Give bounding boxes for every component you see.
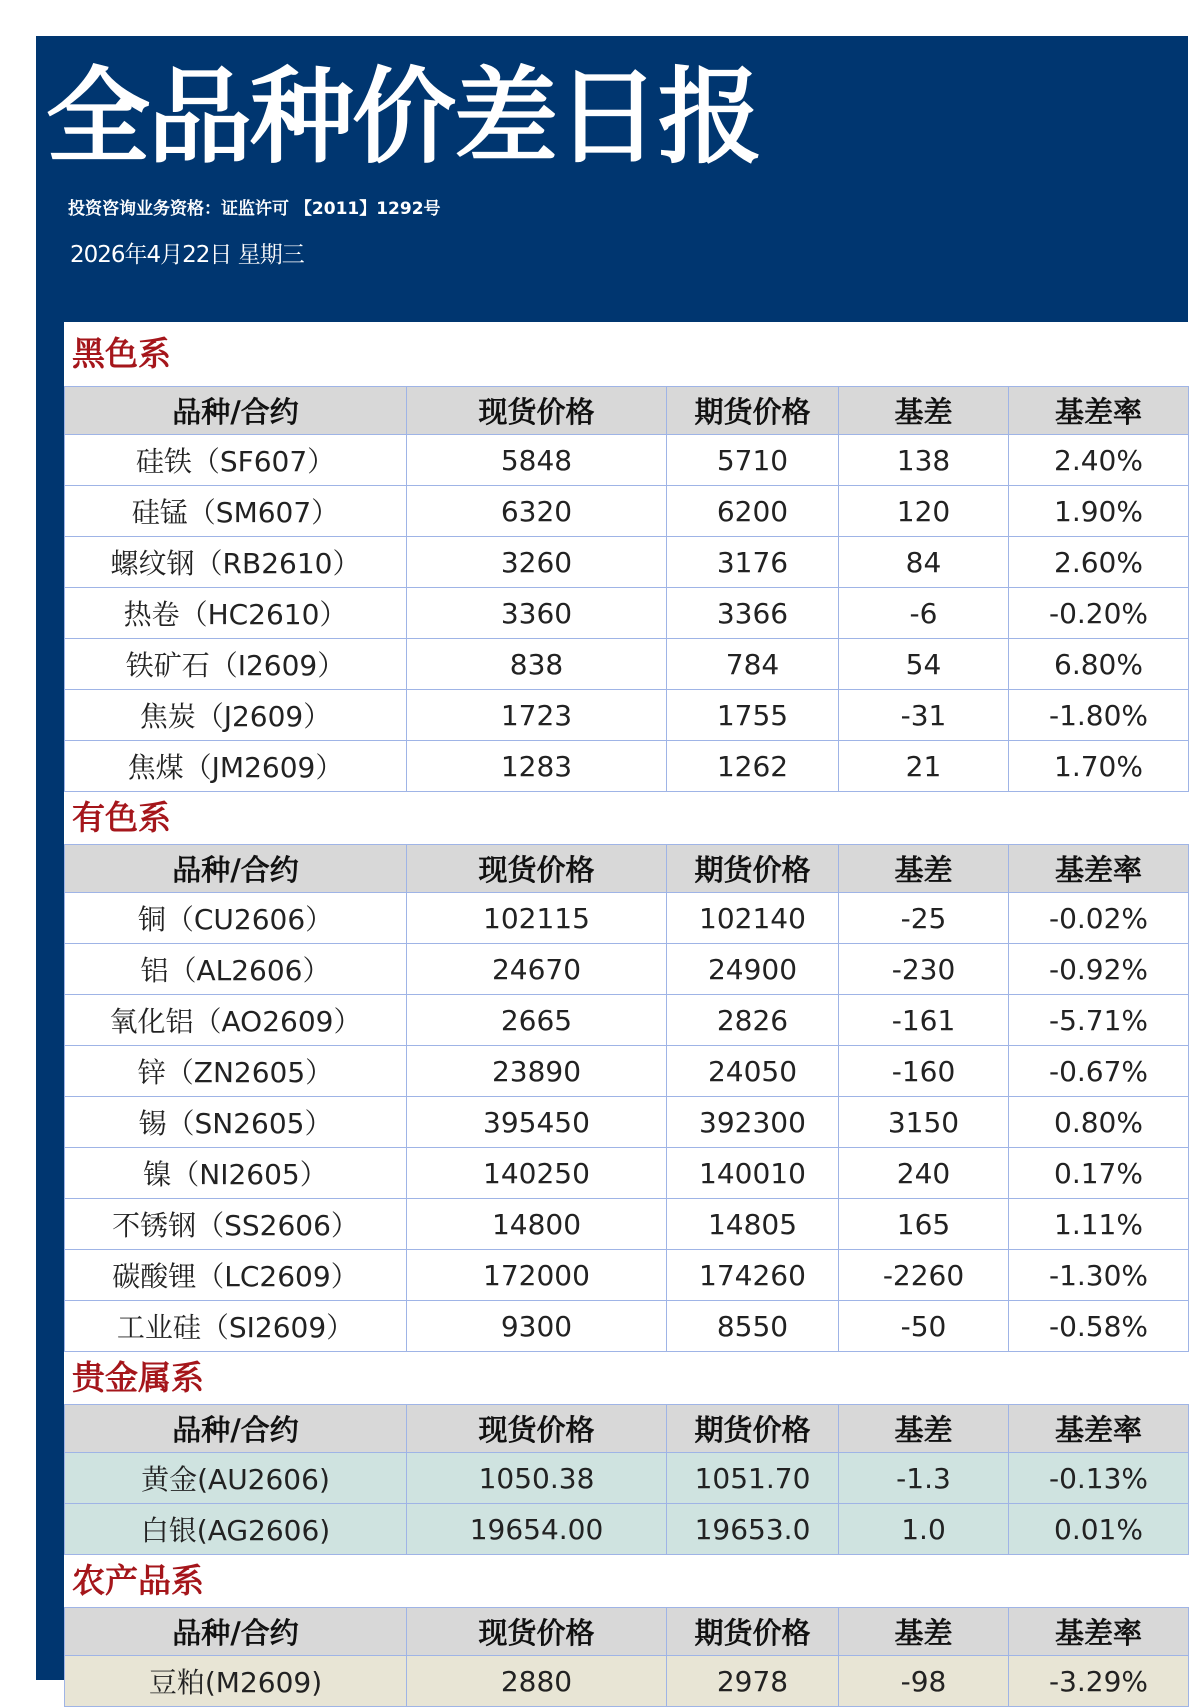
- table-cell: -1.80%: [1009, 690, 1189, 741]
- column-header: 品种/合约: [65, 845, 407, 893]
- table-cell: 白银(AG2606): [65, 1504, 407, 1555]
- column-header: 现货价格: [407, 1608, 667, 1656]
- table-cell: 热卷（HC2610）: [65, 588, 407, 639]
- basis-table: [64, 844, 1189, 1352]
- table-row: [65, 1301, 1189, 1352]
- table-cell: 锡（SN2605）: [65, 1097, 407, 1148]
- table-cell: 140010: [667, 1148, 839, 1199]
- table-cell: 3260: [407, 537, 667, 588]
- table-cell: 784: [667, 639, 839, 690]
- table-cell: 工业硅（SI2609）: [65, 1301, 407, 1352]
- table-cell: 1262: [667, 741, 839, 792]
- table-cell: 铜（CU2606）: [65, 893, 407, 944]
- table-cell: 102115: [407, 893, 667, 944]
- table-cell: -0.13%: [1009, 1453, 1189, 1504]
- table-row: [65, 435, 1189, 486]
- table-cell: 140250: [407, 1148, 667, 1199]
- table-cell: 豆粕(M2609): [65, 1656, 407, 1707]
- table-cell: 1.11%: [1009, 1199, 1189, 1250]
- table-cell: -0.58%: [1009, 1301, 1189, 1352]
- table-cell: 24900: [667, 944, 839, 995]
- table-cell: 24670: [407, 944, 667, 995]
- table-cell: 6.80%: [1009, 639, 1189, 690]
- table-cell: 2978: [667, 1656, 839, 1707]
- column-header: 品种/合约: [65, 1405, 407, 1453]
- report-title: 全品种价差日报: [46, 56, 761, 178]
- column-header: 期货价格: [667, 845, 839, 893]
- table-cell: 240: [839, 1148, 1009, 1199]
- table-row: [65, 639, 1189, 690]
- table-cell: 3150: [839, 1097, 1009, 1148]
- table-row: [65, 1250, 1189, 1301]
- column-header: 基差: [839, 387, 1009, 435]
- tables-panel: [64, 322, 1188, 1699]
- table-cell: 硅铁（SF607）: [65, 435, 407, 486]
- column-header: 基差率: [1009, 1405, 1189, 1453]
- table-cell: -3.29%: [1009, 1656, 1189, 1707]
- column-header: 期货价格: [667, 1608, 839, 1656]
- table-cell: 19654.00: [407, 1504, 667, 1555]
- table-cell: 174260: [667, 1250, 839, 1301]
- table-cell: 172000: [407, 1250, 667, 1301]
- table-cell: 2.40%: [1009, 435, 1189, 486]
- column-header: 基差率: [1009, 387, 1189, 435]
- table-cell: 392300: [667, 1097, 839, 1148]
- table-row: [65, 1148, 1189, 1199]
- table-cell: -230: [839, 944, 1009, 995]
- table-cell: 1051.70: [667, 1453, 839, 1504]
- table-header-row: [65, 1405, 1189, 1453]
- section-title: 农产品系: [72, 1561, 204, 1600]
- column-header: 品种/合约: [65, 1608, 407, 1656]
- table-cell: 黄金(AU2606): [65, 1453, 407, 1504]
- table-cell: 不锈钢（SS2606）: [65, 1199, 407, 1250]
- table-cell: -6: [839, 588, 1009, 639]
- table-cell: 铁矿石（I2609）: [65, 639, 407, 690]
- table-cell: 3176: [667, 537, 839, 588]
- table-cell: -0.67%: [1009, 1046, 1189, 1097]
- table-cell: 3360: [407, 588, 667, 639]
- table-row: [65, 944, 1189, 995]
- table-header-row: [65, 845, 1189, 893]
- table-cell: 838: [407, 639, 667, 690]
- table-cell: -0.92%: [1009, 944, 1189, 995]
- basis-table: [64, 386, 1189, 792]
- table-cell: 6320: [407, 486, 667, 537]
- section-title: 贵金属系: [72, 1358, 204, 1397]
- table-cell: 395450: [407, 1097, 667, 1148]
- table-cell: 0.01%: [1009, 1504, 1189, 1555]
- table-cell: -25: [839, 893, 1009, 944]
- table-cell: 1283: [407, 741, 667, 792]
- table-cell: 镍（NI2605）: [65, 1148, 407, 1199]
- table-cell: 120: [839, 486, 1009, 537]
- table-cell: 5710: [667, 435, 839, 486]
- table-row: [65, 537, 1189, 588]
- table-cell: 14805: [667, 1199, 839, 1250]
- table-header-row: [65, 387, 1189, 435]
- table-row: [65, 995, 1189, 1046]
- column-header: 现货价格: [407, 387, 667, 435]
- table-cell: 2880: [407, 1656, 667, 1707]
- table-cell: -5.71%: [1009, 995, 1189, 1046]
- table-cell: -0.02%: [1009, 893, 1189, 944]
- table-cell: 3366: [667, 588, 839, 639]
- table-cell: 2665: [407, 995, 667, 1046]
- section-title: 有色系: [72, 798, 171, 837]
- table-cell: 14800: [407, 1199, 667, 1250]
- table-cell: -1.3: [839, 1453, 1009, 1504]
- report-date: 2026年4月22日 星期三: [70, 242, 304, 268]
- table-cell: 0.80%: [1009, 1097, 1189, 1148]
- table-cell: 8550: [667, 1301, 839, 1352]
- table-cell: 硅锰（SM607）: [65, 486, 407, 537]
- column-header: 现货价格: [407, 1405, 667, 1453]
- table-cell: 102140: [667, 893, 839, 944]
- basis-table: [64, 1404, 1189, 1555]
- table-cell: 0.17%: [1009, 1148, 1189, 1199]
- table-cell: 84: [839, 537, 1009, 588]
- table-cell: 1.0: [839, 1504, 1009, 1555]
- table-cell: -1.30%: [1009, 1250, 1189, 1301]
- table-row: [65, 1453, 1189, 1504]
- table-cell: 5848: [407, 435, 667, 486]
- column-header: 基差率: [1009, 1608, 1189, 1656]
- table-cell: 1723: [407, 690, 667, 741]
- table-cell: 2826: [667, 995, 839, 1046]
- table-cell: -98: [839, 1656, 1009, 1707]
- section-title: 黑色系: [72, 334, 171, 373]
- column-header: 现货价格: [407, 845, 667, 893]
- table-row: [65, 1097, 1189, 1148]
- table-cell: 1.70%: [1009, 741, 1189, 792]
- column-header: 基差: [839, 845, 1009, 893]
- table-cell: 24050: [667, 1046, 839, 1097]
- column-header: 品种/合约: [65, 387, 407, 435]
- table-cell: 锌（ZN2605）: [65, 1046, 407, 1097]
- table-row: [65, 1656, 1189, 1707]
- table-row: [65, 588, 1189, 639]
- table-cell: 焦炭（J2609）: [65, 690, 407, 741]
- table-cell: 1755: [667, 690, 839, 741]
- table-cell: -2260: [839, 1250, 1009, 1301]
- table-cell: 9300: [407, 1301, 667, 1352]
- table-cell: -160: [839, 1046, 1009, 1097]
- table-row: [65, 741, 1189, 792]
- table-cell: 21: [839, 741, 1009, 792]
- table-header-row: [65, 1608, 1189, 1656]
- table-cell: 138: [839, 435, 1009, 486]
- column-header: 基差: [839, 1405, 1009, 1453]
- table-cell: 铝（AL2606）: [65, 944, 407, 995]
- column-header: 基差: [839, 1608, 1009, 1656]
- table-cell: 1.90%: [1009, 486, 1189, 537]
- table-cell: 氧化铝（AO2609）: [65, 995, 407, 1046]
- column-header: 基差率: [1009, 845, 1189, 893]
- table-cell: 2.60%: [1009, 537, 1189, 588]
- table-cell: 螺纹钢（RB2610）: [65, 537, 407, 588]
- license-text: 投资咨询业务资格：证监许可 【2011】1292号: [68, 199, 441, 219]
- basis-table: [64, 1607, 1189, 1707]
- table-row: [65, 690, 1189, 741]
- table-cell: 165: [839, 1199, 1009, 1250]
- table-cell: 焦煤（JM2609）: [65, 741, 407, 792]
- table-row: [65, 1046, 1189, 1097]
- table-cell: 1050.38: [407, 1453, 667, 1504]
- table-row: [65, 1504, 1189, 1555]
- table-cell: -161: [839, 995, 1009, 1046]
- column-header: 期货价格: [667, 1405, 839, 1453]
- table-row: [65, 1199, 1189, 1250]
- table-cell: -50: [839, 1301, 1009, 1352]
- table-cell: 54: [839, 639, 1009, 690]
- table-row: [65, 486, 1189, 537]
- table-cell: 碳酸锂（LC2609）: [65, 1250, 407, 1301]
- table-cell: 19653.0: [667, 1504, 839, 1555]
- table-row: [65, 893, 1189, 944]
- table-cell: 6200: [667, 486, 839, 537]
- table-cell: -31: [839, 690, 1009, 741]
- column-header: 期货价格: [667, 387, 839, 435]
- table-cell: -0.20%: [1009, 588, 1189, 639]
- table-cell: 23890: [407, 1046, 667, 1097]
